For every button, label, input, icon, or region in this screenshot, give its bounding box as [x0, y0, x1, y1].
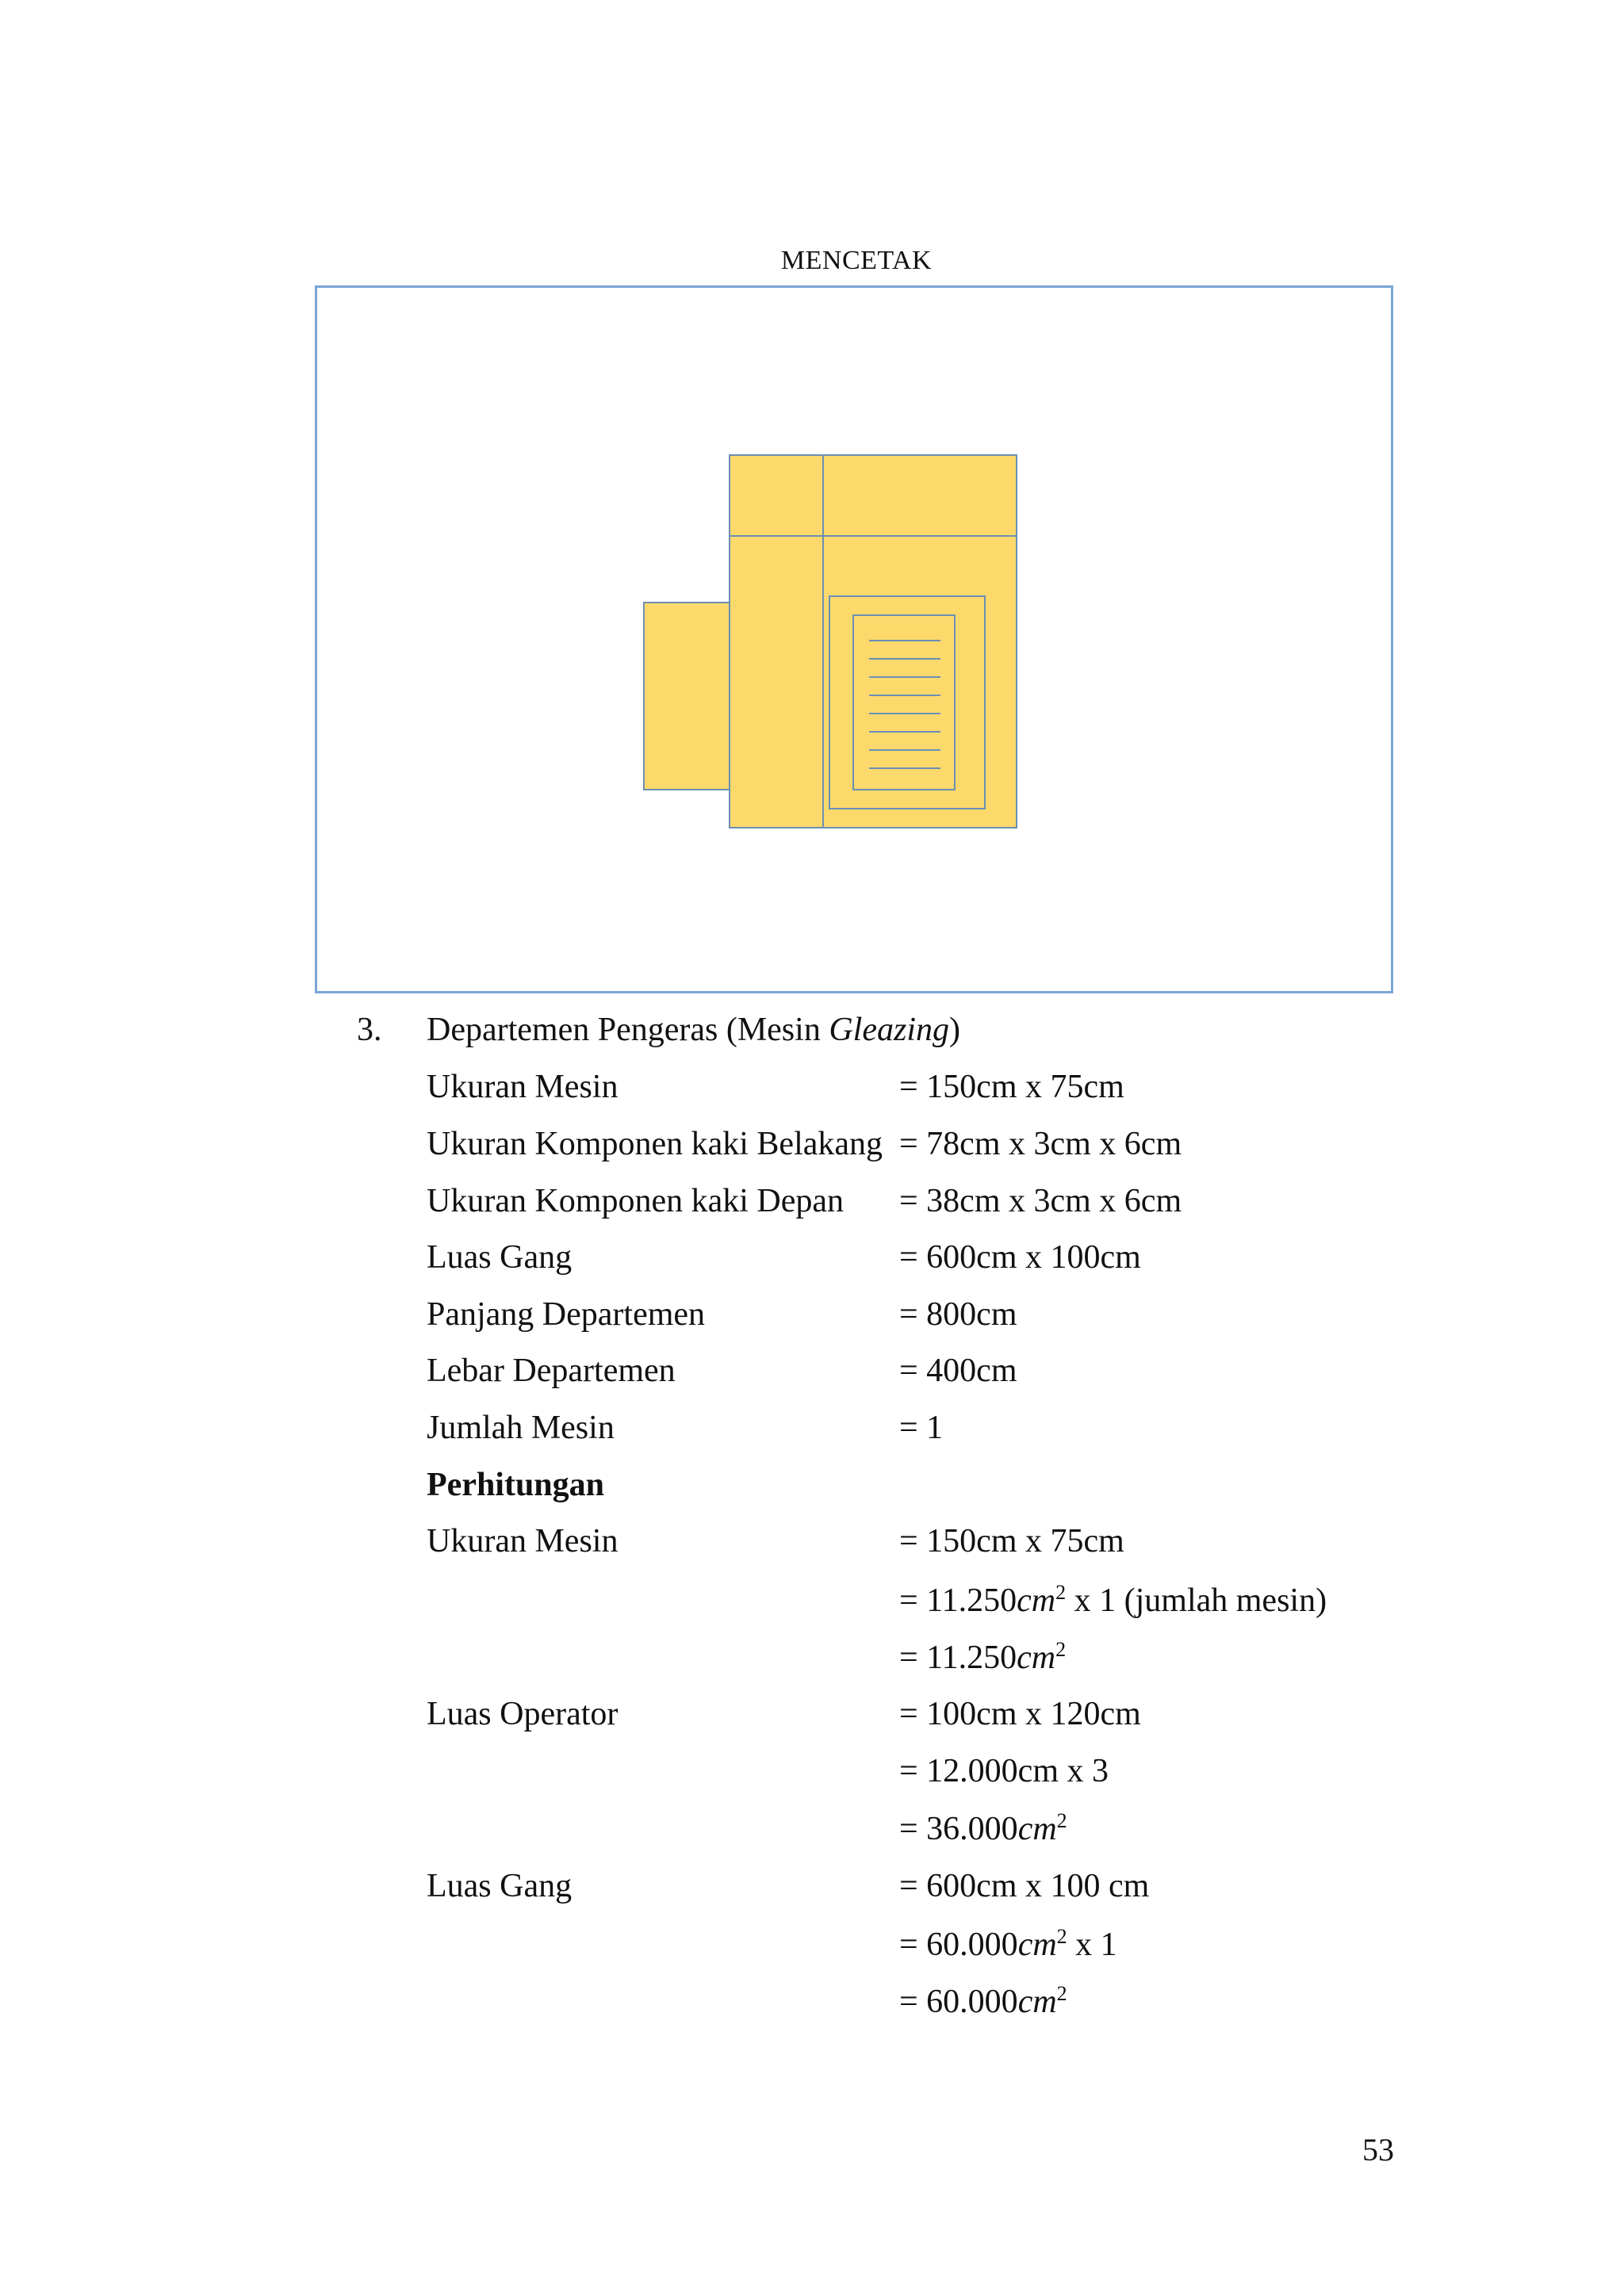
- calc-sup: 2: [1056, 1982, 1067, 2005]
- calc-text: = 36.000: [899, 1811, 1018, 1847]
- calc-sup: 2: [1055, 1638, 1067, 1661]
- spec-label: Ukuran Komponen kaki Belakang: [427, 1126, 883, 1162]
- calc-sup: 2: [1055, 1581, 1067, 1604]
- spec-label: Jumlah Mesin: [427, 1410, 615, 1446]
- spec-value: = 150cm x 75cm: [899, 1069, 1124, 1105]
- calc-gang-line: [899, 1925, 1117, 1964]
- calc-unit: cm: [1017, 1984, 1057, 2020]
- calc-operator-label: Luas Operator: [427, 1696, 619, 1732]
- spec-value: = 600cm x 100cm: [899, 1239, 1141, 1276]
- spec-value: = 400cm: [899, 1353, 1017, 1389]
- spec-label: Ukuran Mesin: [427, 1069, 619, 1105]
- calc-sup: 2: [1056, 1809, 1067, 1832]
- top-left-block: [730, 455, 823, 536]
- spec-value: = 800cm: [899, 1296, 1017, 1333]
- calc-text: = 60.000: [899, 1927, 1018, 1963]
- spec-label: Ukuran Komponen kaki Depan: [427, 1183, 845, 1219]
- calc-unit: cm: [1017, 1640, 1056, 1676]
- spec-label: Panjang Departemen: [427, 1296, 706, 1333]
- calc-mesin-line: [899, 1581, 1327, 1620]
- calc-text: x 1 (jumlah mesin): [1066, 1582, 1327, 1619]
- main-right-block: [823, 536, 1017, 828]
- top-right-block: [823, 455, 1017, 536]
- section-number: 3.: [357, 1012, 382, 1048]
- figure-caption: MENCETAK: [780, 246, 933, 275]
- calc-gang-line: [899, 1982, 1067, 2021]
- section-title-italic: Gleazing: [829, 1012, 949, 1048]
- calc-mesin-line: [899, 1638, 1066, 1677]
- calc-text: = 60.000: [899, 1984, 1018, 2020]
- calc-mesin-line: = 150cm x 75cm: [899, 1523, 1124, 1559]
- calc-unit: cm: [1017, 1927, 1057, 1963]
- calc-text: = 11.250: [899, 1582, 1017, 1619]
- section-title: [427, 1011, 960, 1049]
- calc-text: = 11.250: [899, 1640, 1017, 1676]
- main-left-block: [730, 536, 823, 828]
- calc-operator-line: = 12.000cm x 3: [899, 1753, 1109, 1789]
- spec-label: Lebar Departemen: [427, 1353, 676, 1389]
- side-block: [644, 603, 731, 790]
- calc-gang-line: = 600cm x 100 cm: [899, 1868, 1150, 1904]
- calc-sup: 2: [1056, 1925, 1067, 1948]
- calc-mesin-label: Ukuran Mesin: [427, 1523, 619, 1559]
- spec-value: = 78cm x 3cm x 6cm: [899, 1126, 1182, 1162]
- spec-label: Luas Gang: [427, 1239, 573, 1276]
- calc-heading: Perhitungan: [427, 1467, 605, 1503]
- page-number: 53: [1362, 2132, 1394, 2168]
- spec-value: = 38cm x 3cm x 6cm: [899, 1183, 1182, 1219]
- section-title-prefix: Departemen Pengeras (Mesin: [427, 1012, 829, 1048]
- calc-operator-line: [899, 1809, 1067, 1848]
- spec-value: = 1: [899, 1410, 944, 1446]
- calc-unit: cm: [1017, 1582, 1056, 1619]
- calc-text: x 1: [1067, 1927, 1117, 1963]
- calc-unit: cm: [1017, 1811, 1057, 1847]
- calc-gang-label: Luas Gang: [427, 1868, 573, 1904]
- calc-operator-line: = 100cm x 120cm: [899, 1696, 1141, 1732]
- section-title-suffix: ): [948, 1012, 960, 1048]
